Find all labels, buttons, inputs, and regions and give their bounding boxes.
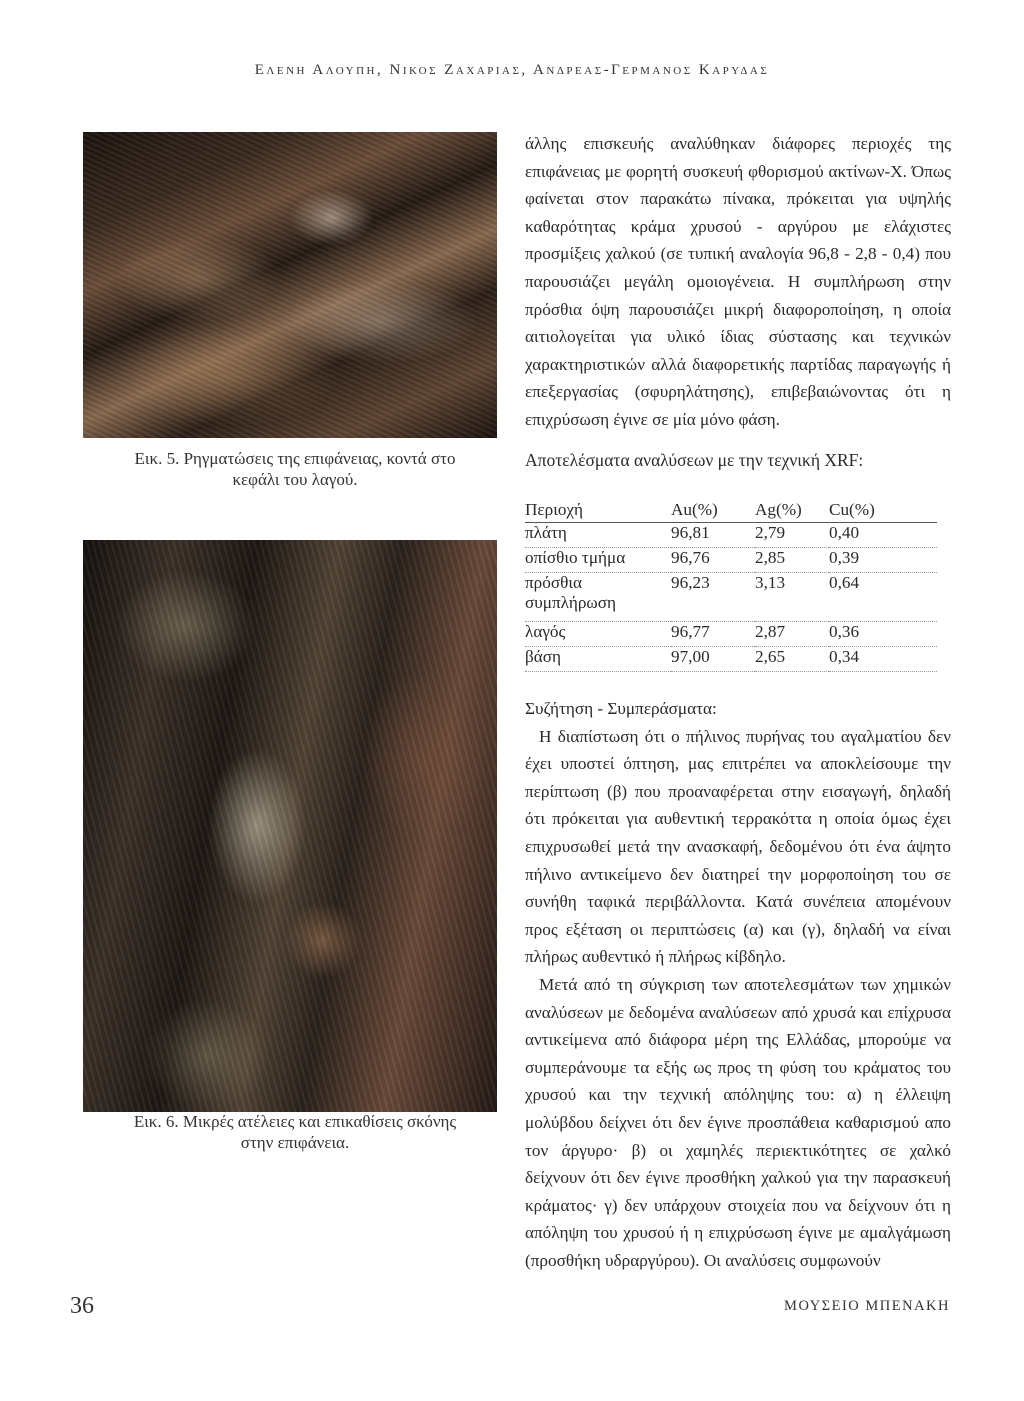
table-cell: 0,64 (829, 573, 937, 622)
table-cell: 2,65 (755, 647, 829, 672)
discussion-section (525, 695, 951, 1274)
table-cell: πρόσθια συμπλήρωση (525, 573, 671, 622)
page-number: 36 (70, 1293, 94, 1319)
column-header: Ag(%) (755, 500, 829, 523)
discussion-paragraph-2: Μετά από τη σύγκριση των αποτελεσμάτων των χημικών αναλύσεων με δεδομένα αναλύσεων από χρυσά και επίχρυσα αντικείμενα από διάφορα μέρη της Ελλάδας, μπορούμε να συμπεράνουμε τα εξής ως προς τη φύση του κράματος του χρυσού και την τεχνική απόληψης του: α) η έλλειψη μολύβδου δείχνει ότι δεν έγινε προσπάθεια καθαρισμού απο τον άργυρο· β) οι χαμηλές περιεκτικότητες σε χαλκό δείχνουν ότι δεν έγινε προσθήκη χαλκού για την παρασκευή κράματος· γ) δεν υπάρχουν στοιχεία που να δείχνουν ότι η απόληψη του χρυσού ή η επιχρύσωση έγινε με αμαλγάμωση (προσθήκη υδραργύρου). Οι αναλύσεις συμφωνούν (525, 974, 951, 1270)
table-cell: 96,76 (671, 548, 755, 573)
figure-6-caption: Εικ. 6. Μικρές ατέλειες και επικαθίσεις σκόνης στην επιφάνεια. (133, 1112, 457, 1152)
table-cell: 3,13 (755, 573, 829, 622)
table-row (525, 548, 937, 573)
table-row (525, 622, 937, 647)
table-header-row (525, 500, 937, 523)
table-cell: 0,39 (829, 548, 937, 573)
table-cell: 97,00 (671, 647, 755, 672)
figure-5-photo (83, 132, 497, 438)
table-cell: οπίσθιο τμήμα (525, 548, 671, 573)
table-cell: 2,87 (755, 622, 829, 647)
table-cell: 0,40 (829, 523, 937, 548)
table-cell: πλάτη (525, 523, 671, 548)
table-cell: 96,77 (671, 622, 755, 647)
table-cell: λαγός (525, 622, 671, 647)
xrf-heading: Αποτελέσματα αναλύσεων με την τεχνική XRF: (525, 450, 864, 470)
xrf-results-table (525, 500, 937, 672)
table-row (525, 573, 937, 622)
table-row (525, 647, 937, 672)
figure-5-caption: Εικ. 5. Ρηγματώσεις της επιφάνειας, κοντά στο κεφάλι του λαγού. (134, 449, 456, 489)
column-header: Περιοχή (525, 500, 671, 523)
table-cell: 2,85 (755, 548, 829, 573)
table-row (525, 523, 937, 548)
intro-paragraph-block (525, 130, 951, 434)
discussion-heading: Συζήτηση - Συμπεράσματα: (525, 699, 717, 718)
table-cell: 0,34 (829, 647, 937, 672)
table-cell: βάση (525, 647, 671, 672)
discussion-paragraph-1: Η διαπίστωση ότι ο πήλινος πυρήνας του αγαλματίου δεν έχει υποστεί όπτηση, μας επιτρέπει να αποκλείσουμε την περίπτωση (β) που προαναφέρεται στην εισαγωγή, δηλαδή ότι πρόκειται για αυθεντική τερρακόττα η οποία όμως έχει επιχρυσωθεί μετά την ανασκαφή, δεδομένου ότι ένα άψητο πήλινο αντικείμενο δεν διατηρεί την μορφοποίηση του σε συνήθη ταφικά περιβάλλοντα. Κατά συνέπεια απομένουν προς εξέταση οι περιπτώσεις (α) και (γ), δηλαδή να είναι πλήρως αυθεντικό ή πλήρως κίβδηλο. (525, 726, 951, 967)
table-cell: 96,81 (671, 523, 755, 548)
intro-paragraph: άλλης επισκευής αναλύθηκαν διάφορες περιοχές της επιφάνειας με φορητή συσκευή φθορισμού ακτίνων-Χ. Όπως φαίνεται στον παρακάτω πίνακα, πρόκειται για υψηλής καθαρότητας κράμα χρυσού - αργύρου με ελάχιστες προσμίξεις χαλκού (σε τυπική αναλογία 96,8 - 2,8 - 0,4) που παρουσιάζει μεγάλη ομοιογένεια. Η συμπλήρωση στην πρόσθια όψη παρουσιάζει μικρή διαφοροποίηση, η οποία αιτιολογείται για υλικό ίδιας σύστασης και τεχνικών χαρακτηριστικών αλλά διαφορετικής παρτίδας παραγωγής ή επεξεργασίας (σφυρηλάτησης), επιβεβαιώνοντας ότι η επιχρύσωση έγινε σε μία μόνο φάση. (525, 134, 951, 429)
table-cell: 96,23 (671, 573, 755, 622)
running-head: Ελενη Αλουπη, Νικος Ζαχαριας, Ανδρεας-Γερμανος Καρυδας (254, 62, 770, 78)
table-cell: 2,79 (755, 523, 829, 548)
column-header: Au(%) (671, 500, 755, 523)
journal-name: ΜΟΥΣΕΙΟ ΜΠΕΝΑΚΗ (784, 1298, 950, 1314)
figure-6-photo (83, 540, 497, 1112)
column-header: Cu(%) (829, 500, 937, 523)
table-cell: 0,36 (829, 622, 937, 647)
